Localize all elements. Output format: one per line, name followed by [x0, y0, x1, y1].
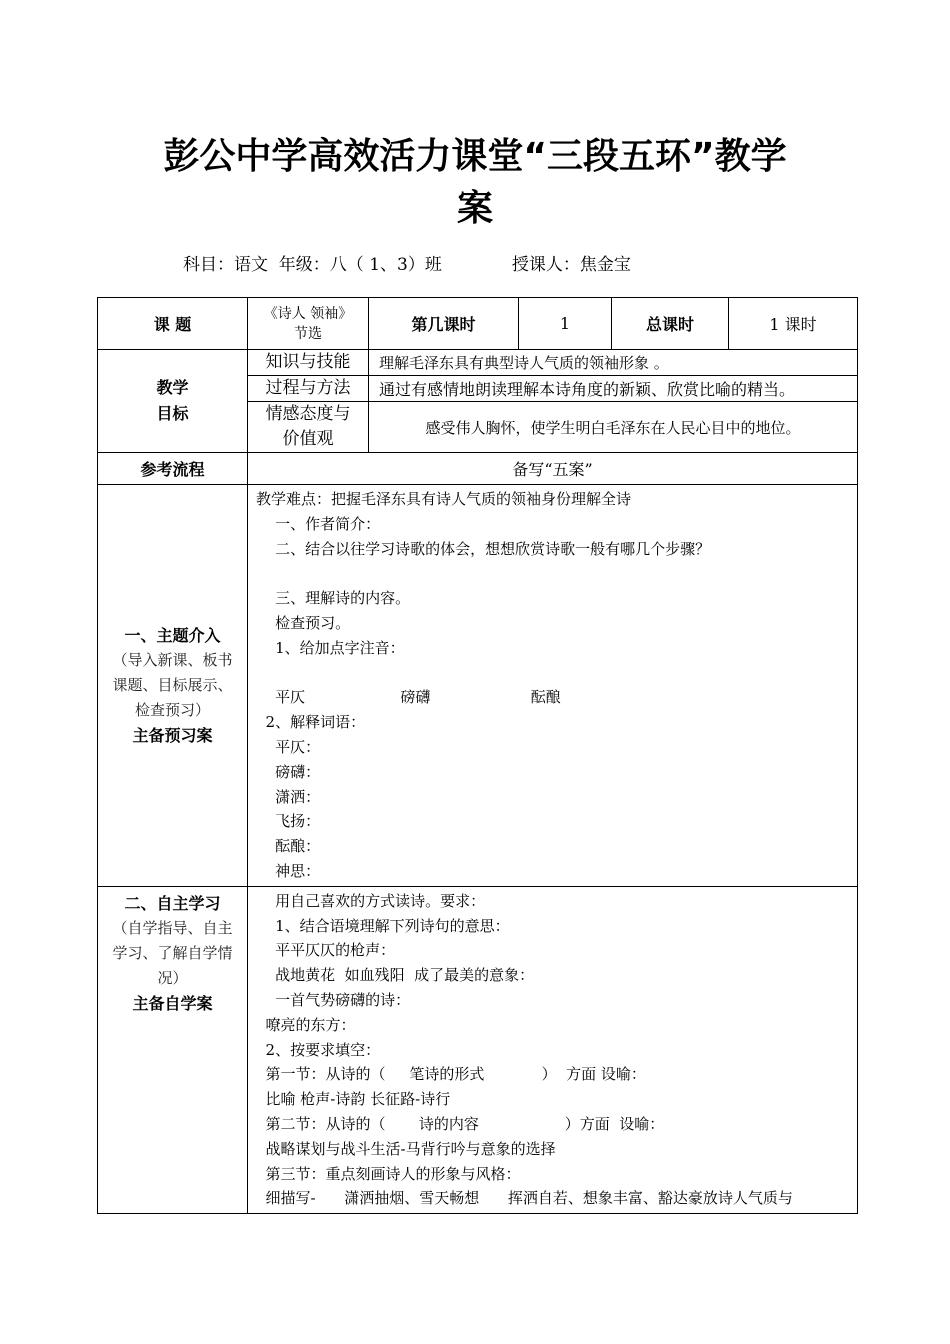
- section2-row: [98, 886, 858, 1213]
- section1-case: 主备预习案: [132, 725, 213, 745]
- section1-line: 三、理解诗的内容。: [256, 589, 411, 608]
- section1-line: 平仄：: [256, 737, 321, 756]
- section2-line: 战地黄花 如血残阳 成了最美的意象：: [256, 966, 535, 985]
- emotion-goal: 感受伟人胸怀，使学生明白毛泽东在人民心目中的地位。: [369, 402, 858, 453]
- section1-line: 1、给加点字注音：: [256, 638, 405, 657]
- section1-line: 检查预习。: [256, 613, 351, 632]
- section2-line: 一首气势磅礴的诗：: [256, 990, 411, 1009]
- teacher: 授课人：焦金宝: [511, 255, 631, 275]
- meta-line: [183, 250, 631, 275]
- flow-row: [98, 453, 858, 485]
- section2-line: 第二节：从诗的（ 诗的内容 ）方面 设喻：: [256, 1114, 665, 1133]
- total-label: 总课时: [612, 298, 729, 350]
- section1-line: 平仄 磅礴 酝酿: [256, 688, 561, 707]
- total-value: 1 课时: [729, 298, 858, 350]
- section2-line: 第一节：从诗的（ 笔诗的形式 ） 方面 设喻：: [256, 1065, 646, 1084]
- goals-label-line1: 教学: [156, 378, 189, 397]
- section1-line: [256, 561, 851, 586]
- emotion-label: [248, 402, 369, 453]
- topic-cell: [248, 298, 369, 350]
- knowledge-label: 知识与技能: [248, 350, 369, 376]
- section1-line: 神思：: [256, 861, 321, 880]
- section2-line: 嘹亮的东方：: [256, 1015, 356, 1034]
- section1-sub-1: （导入新课、板书: [112, 650, 233, 669]
- topic-label: 课 题: [98, 298, 248, 350]
- process-goal: 通过有感情地朗读理解本诗角度的新颖、欣赏比喻的精当。: [369, 376, 858, 402]
- section2-line: 细描写- 潇洒抽烟、雪天畅想 挥洒自若、想象丰富、豁达豪放诗人气质与: [256, 1189, 793, 1208]
- topic-line1: 《诗人 领袖》: [263, 305, 353, 322]
- document-title-line1: 彭公中学高效活力课堂“三段五环”教学: [163, 136, 787, 177]
- section2-line: 平平仄仄的枪声：: [256, 941, 396, 960]
- section1-line: 酝酿：: [256, 837, 321, 856]
- knowledge-goal: 理解毛泽东具有典型诗人气质的领袖形象 。: [369, 350, 858, 376]
- section2-heading: 二、自主学习: [124, 893, 221, 913]
- section2-side: [98, 886, 248, 1213]
- goals-label: [98, 350, 248, 453]
- lesson-no: 1: [519, 298, 612, 350]
- section1-heading: 一、主题介入: [124, 625, 221, 645]
- flow-label: 参考流程: [98, 453, 248, 485]
- section1-sub-3: 检查预习）: [134, 700, 210, 719]
- section1-line: 2、解释词语：: [256, 713, 366, 732]
- goal-row-knowledge: [98, 350, 858, 376]
- emotion-label-line2: 价值观: [282, 429, 334, 449]
- section2-line: 比喻 枪声-诗韵 长征路-诗行: [256, 1090, 451, 1109]
- section2-line: 用自己喜欢的方式读诗。要求：: [256, 891, 486, 910]
- document-title-line2: 案: [456, 188, 493, 229]
- section1-sub-2: 课题、目标展示、: [112, 675, 233, 694]
- section2-sub-3: 况）: [157, 968, 188, 987]
- flow-plan: 备写“五案”: [248, 453, 858, 485]
- section2-sub-2: 学习、了解自学情: [112, 943, 233, 962]
- section2-line: 战略谋划与战斗生活-马背行吟与意象的选择: [256, 1139, 556, 1158]
- section2-line: 2、按要求填空：: [256, 1040, 381, 1059]
- section2-line: 第三节：重点刻画诗人的形象与风格：: [256, 1164, 521, 1183]
- lesson-no-label: 第几课时: [369, 298, 519, 350]
- section1-row: [98, 485, 858, 887]
- subject-grade: 科目：语文 年级：八（ 1、3）班: [183, 255, 442, 275]
- section2-content: [248, 886, 858, 1213]
- process-label: 过程与方法: [248, 376, 369, 402]
- section1-line: 二、结合以往学习诗歌的体会，想想欣赏诗歌一般有哪几个步骤？: [256, 539, 711, 558]
- header-row: [98, 298, 858, 350]
- section2-case: 主备自学案: [132, 993, 213, 1013]
- lesson-plan-table: [97, 297, 858, 1214]
- section2-sub-1: （自学指导、自主: [112, 918, 233, 937]
- section1-line: 飞扬：: [256, 812, 321, 831]
- emotion-label-line1: 情感态度与: [265, 404, 351, 424]
- section1-line: [256, 661, 851, 686]
- topic-line2: 节选: [294, 325, 322, 342]
- section1-line: 一、作者简介：: [256, 514, 381, 533]
- section1-line: 教学难点：把握毛泽东具有诗人气质的领袖身份理解全诗: [256, 490, 632, 508]
- section2-line: 1、结合语境理解下列诗句的意思：: [256, 916, 510, 935]
- section1-side: [98, 485, 248, 887]
- section1-line: 磅礴：: [256, 762, 321, 781]
- section1-line: 潇洒：: [256, 787, 321, 806]
- section1-content: [248, 485, 858, 887]
- goals-label-line2: 目标: [156, 404, 189, 423]
